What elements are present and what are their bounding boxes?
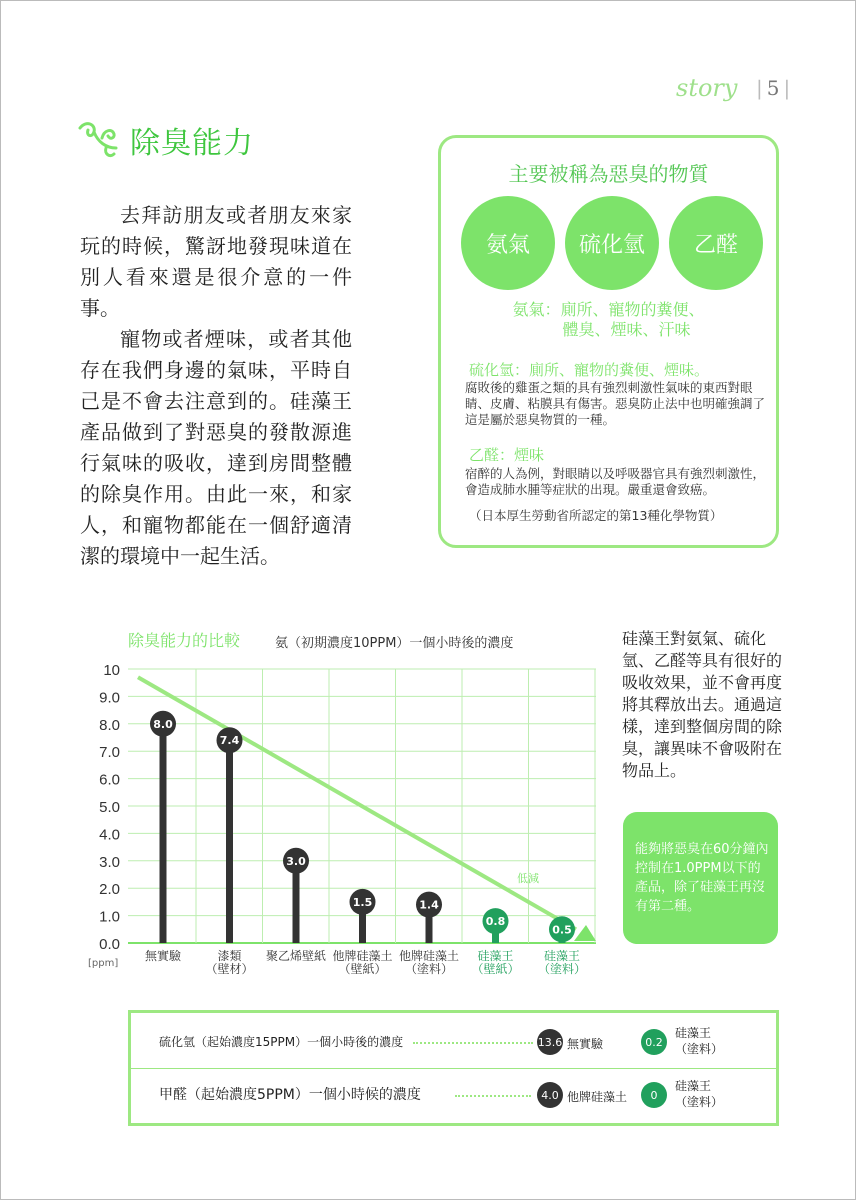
data-label: 3.0 — [286, 854, 306, 868]
y-tick-label: 5.0 — [99, 799, 120, 816]
x-tick-label: 聚乙烯壁紙 — [265, 949, 327, 963]
highlight-box: 能夠將惡臭在60分鐘內控制在1.0PPM以下的產品，除了硅藻王再沒有第二種。 — [623, 812, 778, 944]
formaldehyde-row-leader — [455, 1095, 531, 1097]
x-tick-label-sub: （壁紙） — [338, 962, 387, 976]
y-tick-label: 3.0 — [99, 853, 120, 871]
x-tick-label: 他牌硅藻土 — [332, 949, 393, 963]
data-label: 0.5 — [552, 923, 572, 937]
ammonia-description: 氨氣：廁所、寵物的糞便、 體臭、煙味、汗味 — [512, 300, 705, 339]
formaldehyde-row-label: 甲醛（起始濃度5PPM）一個小時候的濃度 — [159, 1087, 421, 1103]
formaldehyde-value-1: 4.0 — [537, 1082, 563, 1108]
chart-title: 除臭能力的比較 — [128, 631, 241, 650]
x-tick-label: 硅藻王 — [543, 949, 581, 963]
intro-paragraph-2: 寵物或者煙味，或者其他存在我們身邊的氣味，平時自己是不會去注意到的。硅藻王產品做到了對惡臭的發散源進行氣味的吸收，達到房間整體的除臭作用。由此一來，和家人，和寵物都能在一個舒適清潔的環境中一起生活。 — [80, 327, 352, 568]
data-label: 7.4 — [219, 734, 240, 748]
y-tick-label: 7.0 — [99, 744, 120, 762]
acetaldehyde-body: 宿醉的人為例，對眼睛以及呼吸器官具有強烈刺激性，會造成肺水腫等症狀的出現。嚴重還會致癌。 — [465, 466, 766, 497]
y-tick-label: 6.0 — [99, 771, 120, 789]
h2s-value-2: 0.2 — [641, 1029, 667, 1055]
x-tick-label: 無實驗 — [144, 949, 182, 963]
formaldehyde-label-2: 硅藻王 （塗料） — [675, 1079, 724, 1109]
x-tick-label: 漆類 — [217, 949, 242, 963]
acetaldehyde-title: 乙醛：煙味 — [469, 446, 545, 464]
formaldehyde-value-2: 0 — [641, 1082, 667, 1108]
y-tick-label: 1.0 — [99, 908, 120, 926]
h2s-row-label: 硫化氫（起始濃度15PPM）一個小時後的濃度 — [159, 1035, 404, 1049]
odor-box-title: 主要被稱為惡臭的物質 — [508, 162, 709, 186]
h2s-label-1: 無實驗 — [567, 1037, 604, 1051]
y-axis-unit: [ppm] — [88, 958, 119, 969]
section-title: 除臭能力 — [130, 126, 254, 161]
acetaldehyde-circle: 乙醛 — [669, 196, 763, 290]
x-tick-label-sub: （塗料） — [537, 962, 587, 976]
intro-paragraph-1: 去拜訪朋友或者朋友來家玩的時候，驚訝地發現味道在別人看來還是很介意的一件事。 — [80, 203, 352, 320]
h2s-row-leader — [413, 1042, 533, 1044]
x-tick-label-sub: （壁材） — [205, 962, 254, 976]
comparison-box — [128, 1010, 779, 1126]
formaldehyde-label-1: 他牌硅藻土 — [567, 1090, 628, 1104]
story-label: story — [676, 74, 738, 102]
x-tick-label-sub: （壁紙） — [471, 962, 520, 976]
data-label: 8.0 — [153, 717, 173, 731]
data-label: 1.5 — [352, 895, 373, 909]
y-tick-label: 8.0 — [99, 716, 120, 734]
h2s-circle: 硫化氫 — [565, 196, 659, 290]
side-description: 硅藻王對氨氣、硫化氫、乙醛等具有很好的吸收效果，並不會再度將其釋放出去。通過這樣，達到整個房間的除臭，讓異味不會吸附在物品上。 — [622, 629, 783, 780]
y-tick-label: 9.0 — [99, 689, 120, 707]
ammonia-circle: 氨氣 — [461, 196, 555, 290]
h2s-value-1: 13.6 — [537, 1029, 563, 1055]
y-tick-label: 10 — [103, 662, 120, 679]
acetaldehyde-note: （日本厚生勞動省所認定的第13種化學物質） — [469, 508, 723, 523]
y-tick-label: 2.0 — [99, 881, 120, 899]
data-label: 0.8 — [485, 915, 506, 929]
h2s-label-2: 硅藻王 （塗料） — [675, 1026, 724, 1056]
x-tick-label-sub: （塗料） — [404, 962, 454, 976]
chart-subtitle: 氨（初期濃度10PPM）一個小時後的濃度 — [275, 636, 514, 651]
trend-arrowhead — [574, 925, 596, 941]
h2s-body: 腐敗後的雞蛋之類的具有強烈刺激性氣味的東西對眼睛、皮膚、粘膜具有傷害。惡臭防止法中也明確強調了這是屬於惡臭物質的一種。 — [465, 380, 766, 427]
y-tick-label: 4.0 — [99, 826, 120, 844]
data-label: 1.4 — [419, 898, 439, 912]
x-tick-label: 他牌硅藻土 — [398, 949, 460, 963]
x-tick-label: 硅藻王 — [477, 949, 514, 963]
h2s-title: 硫化氫：廁所、寵物的糞便、煙味。 — [469, 361, 710, 379]
y-tick-label: 0.0 — [99, 936, 120, 953]
comparison-divider — [131, 1068, 776, 1069]
trend-label: 低減 — [517, 872, 539, 885]
page-number: | 5 | — [756, 76, 791, 100]
